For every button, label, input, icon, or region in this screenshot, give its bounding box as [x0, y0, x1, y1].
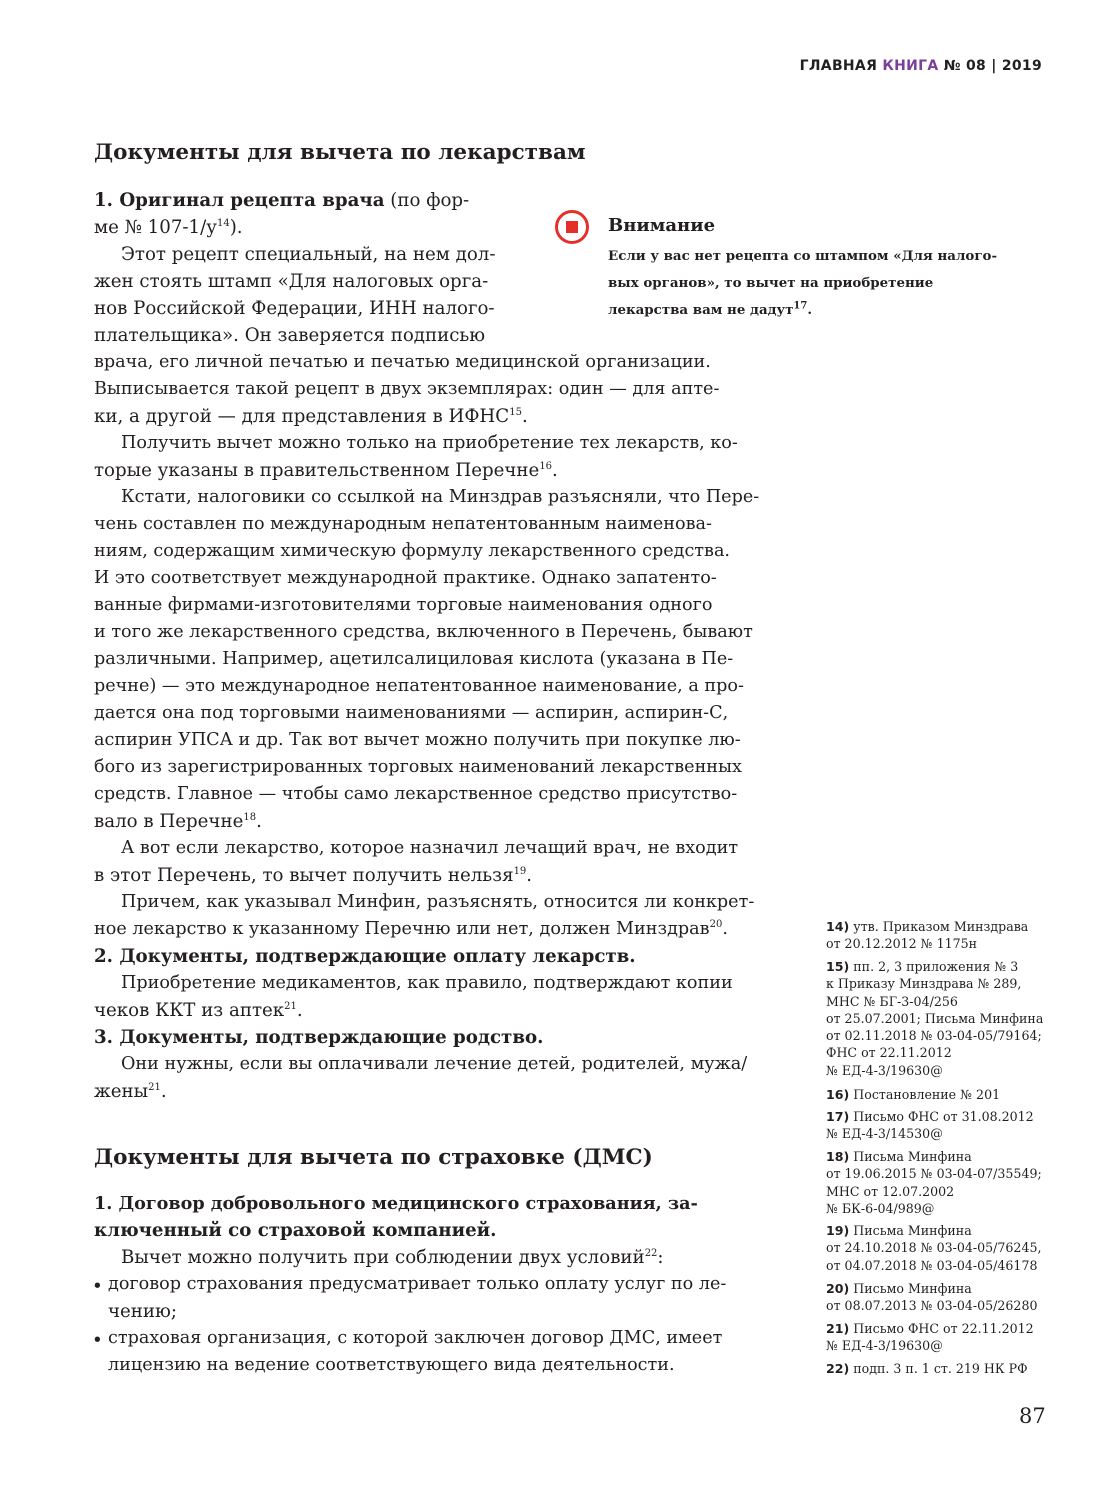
text-fragment: . — [526, 865, 533, 886]
footnote-text: Письмо ФНС от 31.08.2012 — [849, 1109, 1034, 1124]
text-line — [94, 214, 243, 241]
footnote-ref: 18 — [243, 811, 257, 823]
text-fragment: ме № 107-1/у — [94, 217, 217, 238]
footnote-14 — [826, 918, 1028, 953]
text-line: страховая организация, с которой заключен договор ДМС, имеет — [108, 1328, 723, 1348]
text-line: договор страхования предусматривает только оплату услуг по ле- — [108, 1274, 727, 1294]
footnote-text: утв. Приказом Минздрава — [849, 919, 1029, 934]
text-fragment: лекарства вам не дадут — [608, 302, 794, 318]
text-line — [121, 1244, 664, 1271]
section-title-insurance: Документы для вычета по страховке (ДМС) — [94, 1145, 653, 1170]
footnote-number: 18) — [826, 1149, 850, 1164]
text-line: бого из зарегистрированных торговых наименований лекарственных — [94, 757, 742, 777]
text-line: врача, его личной печатью и печатью медицинской организации. — [94, 352, 711, 372]
footnote-number: 21) — [826, 1321, 850, 1336]
text-line — [94, 187, 469, 214]
footnote-20 — [826, 1280, 1037, 1315]
text-line — [94, 1078, 167, 1105]
footnote-number: 14) — [826, 919, 850, 934]
text-line: дается она под торговыми наименованиями — аспирин, аспирин-С, — [94, 703, 729, 723]
footnote-text: Письмо Минфина — [849, 1281, 972, 1296]
item-title-payment: 2. Документы, подтверждающие оплату лекарств. — [94, 946, 636, 967]
footnote-18 — [826, 1148, 1042, 1217]
text-fragment: ). — [229, 217, 243, 238]
text-line: чению; — [108, 1301, 177, 1322]
text-fragment: (по фор- — [384, 190, 470, 211]
footnote-text: МНС № БГ-3-04/256 — [826, 993, 958, 1009]
text-line: ванные фирмами-изготовителями торговые наименования одного — [94, 595, 713, 615]
text-line: средств. Главное — чтобы само лекарственное средство присутство- — [94, 784, 738, 804]
text-line: жен стоять штамп «Для налоговых орга- — [94, 271, 489, 292]
text-line: Выписывается такой рецепт в двух экземплярах: один — для апте- — [94, 379, 720, 399]
note-line: Если у вас нет рецепта со штампом «Для налого- — [608, 248, 998, 264]
text-line: речне) — это международное непатентованное наименование, а про- — [94, 676, 744, 696]
footnote-16 — [826, 1086, 1000, 1103]
text-line — [94, 916, 728, 943]
footnote-19 — [826, 1222, 1041, 1274]
footnote-number: 22) — [826, 1361, 850, 1376]
footnote-ref: 20 — [709, 919, 723, 931]
running-header — [800, 58, 1042, 74]
text-line: лицензию на ведение соответствующего вида деятельности. — [108, 1355, 675, 1375]
footnote-17 — [826, 1108, 1034, 1143]
footnote-text: № БК-6-04/989@ — [826, 1200, 935, 1216]
item-title-prescription: 1. Оригинал рецепта врача — [94, 190, 385, 211]
text-fragment: ное лекарство к указанному Перечню или нет, должен Минздрав — [94, 919, 710, 939]
item-title-contract-cont: ключенный со страховой компанией. — [94, 1220, 497, 1241]
footnote-ref: 15 — [509, 406, 522, 418]
text-line: плательщика». Он заверяется подписью — [94, 325, 486, 346]
text-line: различными. Например, ацетилсалициловая кислота (указана в Пе- — [94, 649, 734, 669]
text-fragment: Вычет можно получить при соблюдении двух условий — [121, 1247, 645, 1268]
footnote-text: Постановление № 201 — [849, 1087, 1001, 1102]
text-line — [94, 862, 532, 889]
footnote-ref: 21 — [148, 1081, 161, 1093]
text-line: Приобретение медикаментов, как правило, подтверждают копии — [121, 973, 733, 993]
brand-main: ГЛАВНАЯ — [799, 58, 878, 74]
text-line: и того же лекарственного средства, включенного в Перечень, бывают — [94, 622, 753, 642]
footnote-text: МНС от 12.07.2002 — [826, 1183, 955, 1199]
bullet-mark: • — [92, 1330, 103, 1351]
footnote-text: № ЕД-4-3/14530@ — [826, 1126, 943, 1142]
text-line: ниям, содержащим химическую формулу лекарственного средства. — [94, 541, 731, 561]
text-fragment: : — [657, 1247, 664, 1268]
footnote-22 — [826, 1360, 1028, 1377]
footnote-text: подп. 3 п. 1 ст. 219 НК РФ — [849, 1361, 1028, 1376]
item-title-kinship: 3. Документы, подтверждающие родство. — [94, 1027, 544, 1048]
footnote-text: пп. 2, 3 приложения № 3 — [849, 959, 1019, 974]
text-line: Они нужны, если вы оплачивали лечение детей, родителей, мужа/ — [121, 1054, 748, 1074]
footnote-ref: 14 — [216, 217, 230, 229]
text-fragment: торые указаны в правительственном Перечне — [94, 460, 540, 481]
text-line — [94, 808, 262, 835]
footnote-ref: 19 — [513, 865, 527, 877]
footnote-number: 16) — [826, 1087, 850, 1102]
text-line: нов Российской Федерации, ИНН налого- — [94, 298, 495, 319]
footnote-number: 19) — [826, 1223, 850, 1238]
text-fragment: . — [521, 406, 528, 427]
footnote-number: 15) — [826, 959, 850, 974]
note-title: Внимание — [608, 215, 716, 236]
text-fragment: . — [552, 460, 558, 481]
text-fragment: . — [160, 1081, 167, 1102]
footnote-ref: 17 — [793, 300, 808, 312]
footnote-text: № ЕД-4-3/19630@ — [826, 1338, 943, 1354]
footnote-15 — [826, 958, 1043, 1079]
footnote-number: 20) — [826, 1281, 850, 1296]
section-title-medicines: Документы для вычета по лекарствам — [94, 140, 586, 165]
text-fragment: ки, а другой — для представления в ИФНС — [94, 406, 510, 427]
footnote-text: № ЕД-4-3/19630@ — [826, 1062, 943, 1078]
text-line — [94, 997, 303, 1024]
text-fragment: . — [256, 811, 262, 832]
text-fragment: жены — [94, 1081, 149, 1102]
text-line: Причем, как указывал Минфин, разъяснять, относится ли конкрет- — [121, 892, 755, 912]
text-line — [94, 403, 528, 430]
stop-icon — [555, 210, 589, 244]
brand-book: КНИГА — [882, 58, 939, 74]
footnote-text: от 19.06.2015 № 03-04-07/35549; — [826, 1166, 1042, 1182]
text-line: чень составлен по международным непатентованным наименова- — [94, 514, 712, 534]
footnote-text: Письма Минфина — [849, 1223, 972, 1238]
footnote-number: 17) — [826, 1109, 850, 1124]
footnote-text: от 04.07.2018 № 03-04-05/46178 — [826, 1257, 1038, 1273]
footnote-ref: 16 — [539, 460, 553, 472]
footnote-ref: 21 — [284, 1000, 297, 1012]
text-fragment: вало в Перечне — [94, 811, 244, 832]
footnote-text: Письмо ФНС от 22.11.2012 — [849, 1321, 1034, 1336]
footnote-text: от 02.11.2018 № 03-04-05/79164; — [826, 1028, 1042, 1044]
footnote-ref: 22 — [644, 1247, 658, 1259]
bullet-mark: • — [92, 1276, 103, 1297]
page-number: 87 — [1019, 1404, 1046, 1428]
text-fragment: . — [722, 919, 728, 939]
note-line: вых органов», то вычет на приобретение — [608, 275, 934, 291]
footnote-text: к Приказу Минздрава № 289, — [826, 976, 1022, 992]
footnote-text: ФНС от 22.11.2012 — [826, 1045, 952, 1061]
footnote-text: от 24.10.2018 № 03-04-05/76245, — [826, 1240, 1042, 1256]
text-fragment: . — [807, 302, 813, 318]
text-fragment: в этот Перечень, то вычет получить нельзя — [94, 865, 514, 886]
footnote-text: от 20.12.2012 № 1175н — [826, 936, 978, 952]
text-line: Получить вычет можно только на приобретение тех лекарств, ко- — [121, 433, 738, 453]
item-title-contract: 1. Договор добровольного медицинского страхования, за- — [94, 1193, 698, 1214]
text-line: А вот если лекарство, которое назначил лечащий врач, не входит — [121, 838, 739, 858]
footnote-text: от 08.07.2013 № 03-04-05/26280 — [826, 1298, 1038, 1314]
text-line: Этот рецепт специальный, на нем дол- — [121, 244, 496, 265]
footnote-21 — [826, 1320, 1034, 1355]
note-line — [608, 297, 812, 324]
text-line — [94, 457, 558, 484]
text-line: Кстати, налоговики со ссылкой на Минздрав разъясняли, что Пере- — [121, 487, 760, 507]
footnote-text: от 25.07.2001; Письма Минфина — [826, 1010, 1044, 1026]
text-line: И это соответствует международной практике. Однако запатенто- — [94, 568, 717, 588]
text-line: аспирин УПСА и др. Так вот вычет можно получить при покупке лю- — [94, 730, 741, 750]
footnote-text: Письма Минфина — [849, 1149, 972, 1164]
issue-number: № 08 | 2019 — [943, 58, 1042, 74]
text-fragment: чеков ККТ из аптек — [94, 1000, 285, 1021]
text-fragment: . — [296, 1000, 303, 1021]
